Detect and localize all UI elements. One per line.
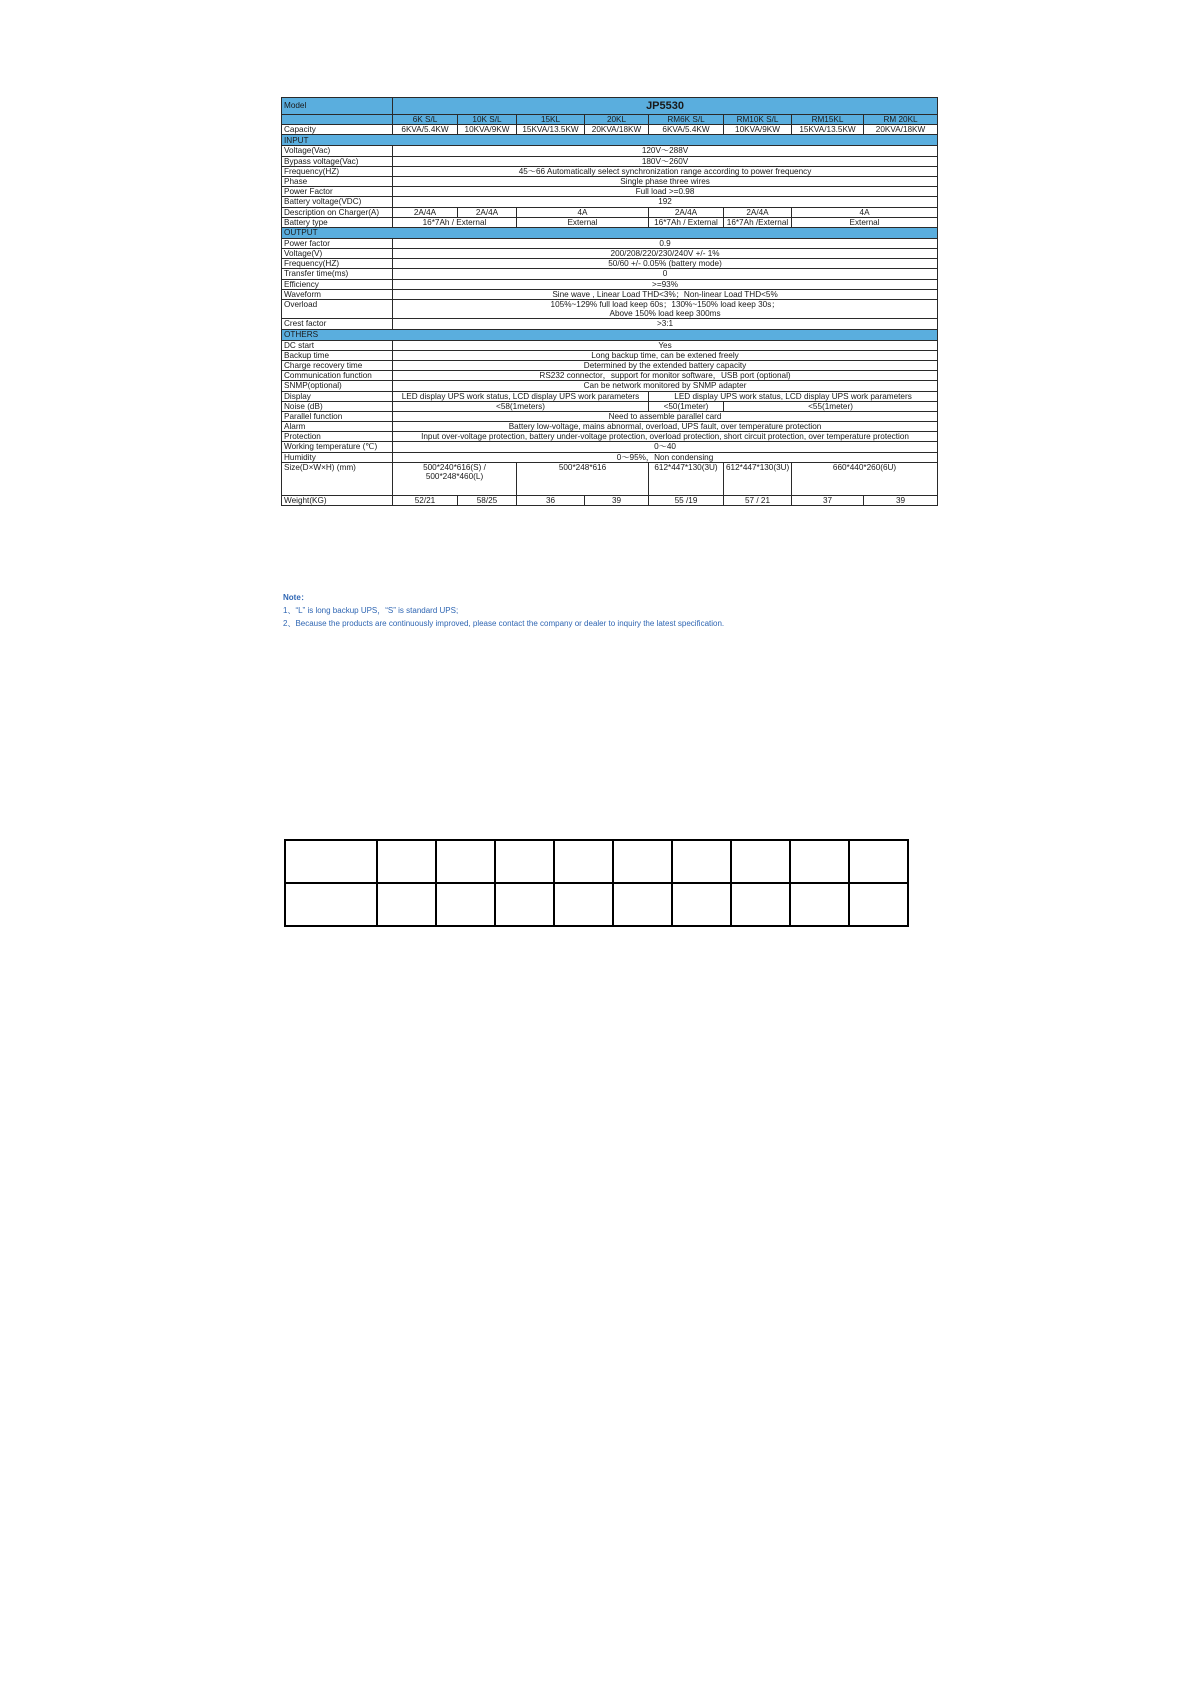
row-value: 16*7Ah / External (649, 217, 724, 227)
size-line-1: 500*240*616(S) / (423, 462, 486, 472)
row-label: Weight(KG) (282, 495, 393, 505)
spec-row (282, 432, 938, 442)
weight-row (282, 495, 938, 505)
spec-row (282, 422, 938, 432)
row-value (393, 462, 517, 495)
model-name: 10K S/L (458, 115, 517, 125)
spec-row (282, 207, 938, 217)
row-value: >=93% (393, 279, 938, 289)
row-label: Crest factor (282, 319, 393, 329)
empty-cell (613, 883, 672, 926)
capacity-value: 10KVA/9KW (458, 125, 517, 135)
row-value: Sine wave , Linear Load THD<3%；Non-linear Load THD<5% (393, 289, 938, 299)
weight-value: 39 (864, 495, 938, 505)
weight-value: 55 /19 (649, 495, 724, 505)
series-title: JP5530 (393, 98, 938, 115)
spec-row (282, 381, 938, 391)
row-label: Parallel function (282, 411, 393, 421)
row-label: Communication function (282, 371, 393, 381)
model-row (282, 98, 938, 115)
model-name: RM10K S/L (724, 115, 792, 125)
weight-value: 39 (585, 495, 649, 505)
row-value: 660*440*260(6U) (792, 462, 938, 495)
row-label: DC start (282, 340, 393, 350)
row-value: 0.9 (393, 238, 938, 248)
section-output (282, 227, 938, 238)
row-label: Frequency(HZ) (282, 166, 393, 176)
row-value: 2A/4A (393, 207, 458, 217)
capacity-value: 6KVA/5.4KW (649, 125, 724, 135)
row-value: Can be network monitored by SNMP adapter (393, 381, 938, 391)
row-value: 50/60 +/- 0.05% (battery mode) (393, 259, 938, 269)
row-label: SNMP(optional) (282, 381, 393, 391)
spec-row (282, 269, 938, 279)
model-name: RM6K S/L (649, 115, 724, 125)
row-value: >3:1 (393, 319, 938, 329)
overload-line-1: 105%~129% full load keep 60s；130%~150% load keep 30s； (550, 300, 780, 309)
row-value: 0～95%，Non condensing (393, 452, 938, 462)
empty-cell (285, 840, 377, 883)
spec-row (282, 442, 938, 452)
row-label: Charge recovery time (282, 360, 393, 370)
spec-row (282, 371, 938, 381)
section-title: OUTPUT (282, 227, 938, 238)
note-line-1: 1、“L” is long backup UPS，“S” is standard UPS; (283, 606, 459, 615)
spec-row (282, 187, 938, 197)
capacity-row (282, 125, 938, 135)
model-name: 6K S/L (393, 115, 458, 125)
empty-cell (495, 883, 554, 926)
row-value: 45～66 Automatically select synchronization range according to power frequency (393, 166, 938, 176)
row-value: <50(1meter) (649, 401, 724, 411)
row-value: 612*447*130(3U) (724, 462, 792, 495)
spec-row (282, 146, 938, 156)
weight-value: 37 (792, 495, 864, 505)
model-name: 15KL (517, 115, 585, 125)
row-value: 4A (792, 207, 938, 217)
row-label: Transfer time(ms) (282, 269, 393, 279)
capacity-value: 10KVA/9KW (724, 125, 792, 135)
row-value: Single phase three wires (393, 176, 938, 186)
model-name: RM15KL (792, 115, 864, 125)
spec-row (282, 279, 938, 289)
spec-row (282, 340, 938, 350)
row-value: RS232 connector，support for monitor software，USB port (optional) (393, 371, 938, 381)
row-label: Battery voltage(VDC) (282, 197, 393, 207)
row-value: 16*7Ah / External (393, 217, 517, 227)
row-label: Size(D×W×H) (mm) (282, 462, 393, 495)
row-label: Phase (282, 176, 393, 186)
row-label: Backup time (282, 350, 393, 360)
row-value: <55(1meter) (724, 401, 938, 411)
weight-value: 36 (517, 495, 585, 505)
row-value: LED display UPS work status, LCD display UPS work parameters (649, 391, 938, 401)
row-value: Full load >=0.98 (393, 187, 938, 197)
spec-row (282, 391, 938, 401)
row-value: 2A/4A (458, 207, 517, 217)
empty-cell (672, 883, 731, 926)
spec-row (282, 259, 938, 269)
row-value: 192 (393, 197, 938, 207)
row-value (393, 300, 938, 319)
empty-cell (377, 840, 436, 883)
spec-row (282, 300, 938, 319)
model-name: 20KL (585, 115, 649, 125)
spec-row (282, 238, 938, 248)
row-label: Display (282, 391, 393, 401)
capacity-value: 20KVA/18KW (585, 125, 649, 135)
empty-cell (436, 883, 495, 926)
row-label: Overload (282, 300, 393, 319)
row-value: 500*248*616 (517, 462, 649, 495)
spec-row (282, 319, 938, 329)
row-label: Working temperature (℃) (282, 442, 393, 452)
row-value: 200/208/220/230/240V +/- 1% (393, 249, 938, 259)
row-value: 2A/4A (649, 207, 724, 217)
row-label: Frequency(HZ) (282, 259, 393, 269)
empty-cell (790, 840, 849, 883)
row-label: Description on Charger(A) (282, 207, 393, 217)
weight-value: 57 / 21 (724, 495, 792, 505)
row-label: Battery type (282, 217, 393, 227)
row-value: LED display UPS work status, LCD display UPS work parameters (393, 391, 649, 401)
spec-row (282, 197, 938, 207)
row-value: Yes (393, 340, 938, 350)
empty-cell (731, 883, 790, 926)
empty-table-row (285, 883, 908, 926)
spec-row (282, 360, 938, 370)
empty-cell (849, 883, 908, 926)
model-name: RM 20KL (864, 115, 938, 125)
spec-row (282, 166, 938, 176)
spec-row (282, 156, 938, 166)
section-title: OTHERS (282, 329, 938, 340)
row-value: External (517, 217, 649, 227)
capacity-value: 20KVA/18KW (864, 125, 938, 135)
empty-cell (495, 840, 554, 883)
note-line-2: 2、Because the products are continuously improved, please contact the company or dealer to inquiry the latest specification. (283, 619, 725, 628)
row-value: Long backup time, can be extened freely (393, 350, 938, 360)
weight-value: 52/21 (393, 495, 458, 505)
size-line-2: 500*248*460(L) (425, 472, 484, 481)
spec-row (282, 401, 938, 411)
spec-row (282, 452, 938, 462)
row-value: Battery low-voltage, mains abnormal, overload, UPS fault, over temperature protection (393, 422, 938, 432)
spec-row (282, 176, 938, 186)
empty-cell (285, 883, 377, 926)
spec-sheet (281, 97, 937, 506)
section-input (282, 135, 938, 146)
row-value: 16*7Ah /External (724, 217, 792, 227)
empty-cell (554, 840, 613, 883)
row-label: Waveform (282, 289, 393, 299)
row-label: Humidity (282, 452, 393, 462)
empty-cell (672, 840, 731, 883)
empty-cell (554, 883, 613, 926)
row-label: Capacity (282, 125, 393, 135)
row-value: Need to assemble parallel card (393, 411, 938, 421)
row-label: Power Factor (282, 187, 393, 197)
notes-title: Note： (283, 593, 309, 602)
spec-row (282, 350, 938, 360)
empty-cell (790, 883, 849, 926)
row-value: Input over-voltage protection, battery under-voltage protection, overload protection, short circuit protection, over temperature protection (393, 432, 938, 442)
spec-row (282, 249, 938, 259)
row-label: Voltage(V) (282, 249, 393, 259)
row-value: Determined by the extended battery capacity (393, 360, 938, 370)
row-label: Voltage(Vac) (282, 146, 393, 156)
empty-table (284, 839, 909, 927)
empty-table-row (285, 840, 908, 883)
capacity-value: 15KVA/13.5KW (517, 125, 585, 135)
notes (283, 591, 724, 630)
capacity-value: 15KVA/13.5KW (792, 125, 864, 135)
row-label: Efficiency (282, 279, 393, 289)
row-value: <58(1meters) (393, 401, 649, 411)
empty-cell (731, 840, 790, 883)
row-value: 2A/4A (724, 207, 792, 217)
empty-cell (849, 840, 908, 883)
row-label: Protection (282, 432, 393, 442)
row-value: 0 (393, 269, 938, 279)
row-value: 120V～288V (393, 146, 938, 156)
capacity-value: 6KVA/5.4KW (393, 125, 458, 135)
section-others (282, 329, 938, 340)
empty-cell (377, 883, 436, 926)
spec-row (282, 411, 938, 421)
row-label: Bypass voltage(Vac) (282, 156, 393, 166)
empty-cell (613, 840, 672, 883)
row-label: Noise (dB) (282, 401, 393, 411)
row-label: Power factor (282, 238, 393, 248)
weight-value: 58/25 (458, 495, 517, 505)
spec-row (282, 462, 938, 495)
spec-row (282, 289, 938, 299)
spec-row (282, 217, 938, 227)
row-value: 4A (517, 207, 649, 217)
empty-cell (436, 840, 495, 883)
section-title: INPUT (282, 135, 938, 146)
row-value: External (792, 217, 938, 227)
row-value: 180V～260V (393, 156, 938, 166)
model-names-row (282, 115, 938, 125)
model-label: Model (282, 98, 393, 115)
spec-table (281, 97, 938, 506)
row-value: 0～40 (393, 442, 938, 452)
row-label: Alarm (282, 422, 393, 432)
row-value: 612*447*130(3U) (649, 462, 724, 495)
overload-line-2: Above 150% load keep 300ms (609, 309, 721, 319)
